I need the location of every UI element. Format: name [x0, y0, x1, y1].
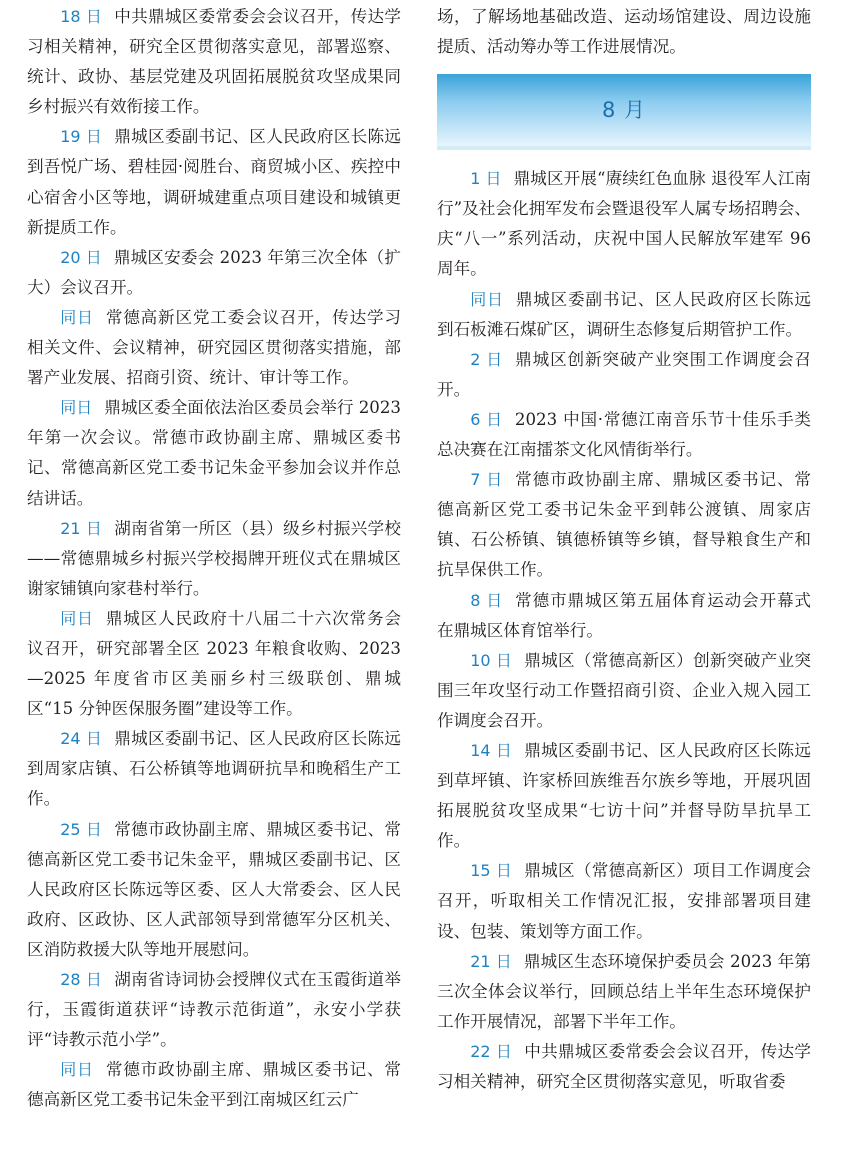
entry-text: 湖南省第一所区（县）级乡村振兴学校——常德鼎城乡村振兴学校揭牌开班仪式在鼎城区谢家铺镇向家巷村举行。 [27, 518, 401, 598]
entry-date: 8 日 [470, 590, 504, 610]
month-header-banner [437, 74, 811, 150]
entry-text: 湖南省诗词协会授牌仪式在玉霞街道举行，玉霞街道获评“诗教示范街道”，永安小学获评“诗教示范小学”。 [27, 970, 401, 1050]
entry-text: 常德市政协副主席、鼎城区委书记、常德高新区党工委书记朱金平到韩公渡镇、周家店镇、石公桥镇、镇德桥镇等乡镇，督导粮食生产和抗旱保供工作。 [437, 470, 811, 580]
chronicle-entry [437, 736, 811, 856]
chronicle-entry [27, 514, 401, 604]
right-column [437, 2, 811, 1097]
month-header-title: 8 月 [601, 98, 647, 123]
entry-date: 同日 [60, 608, 94, 628]
entry-text: 鼎城区委副书记、区人民政府区长陈远到周家店镇、石公桥镇等地调研抗旱和晚稻生产工作。 [27, 729, 401, 809]
chronicle-entry [437, 586, 811, 646]
entry-date: 同日 [60, 398, 93, 418]
entry-date: 20 日 [60, 247, 102, 267]
chronicle-entry [27, 122, 401, 242]
entry-text: 鼎城区创新突破产业突围工作调度会召开。 [437, 349, 811, 399]
entry-date: 10 日 [470, 650, 513, 670]
chronicle-entry [437, 856, 811, 946]
chronicle-entry [437, 947, 811, 1037]
entry-date: 14 日 [470, 740, 513, 760]
chronicle-entry [437, 164, 811, 284]
entry-text: 中共鼎城区委常委会会议召开，传达学习相关精神，研究全区贯彻落实意见，部署巡察、统计、政协、基层党建及巩固拓展脱贫攻坚成果同乡村振兴有效衔接工作。 [27, 7, 401, 117]
continued-entry-text: 场，了解场地基础改造、运动场馆建设、周边设施提质、活动筹办等工作进展情况。 [437, 7, 811, 57]
entry-date: 2 日 [470, 349, 504, 369]
entry-text: 鼎城区开展“赓续红色血脉 退役军人江南行”及社会化拥军发布会暨退役军人属专场招聘会、庆“八一”系列活动，庆祝中国人民解放军建军 96 周年。 [437, 169, 811, 279]
chronicle-entry [437, 405, 811, 465]
chronicle-entry [27, 815, 401, 965]
entry-date: 21 日 [60, 518, 103, 538]
entry-text: 鼎城区委全面依法治区委员会举行 2023 年第一次会议。常德市政协副主席、鼎城区委书记、常德高新区党工委书记朱金平参加会议并作总结讲话。 [27, 398, 401, 508]
chronicle-entry [437, 345, 811, 405]
chronicle-entry [27, 724, 401, 814]
entry-date: 1 日 [470, 169, 502, 189]
entry-date: 22 日 [470, 1041, 513, 1061]
entry-date: 同日 [60, 1060, 94, 1080]
chronicle-entry [27, 2, 401, 122]
entry-text: 鼎城区委副书记、区人民政府区长陈远到吾悦广场、碧桂园·阅胜台、商贸城小区、疾控中心宿舍小区等地，调研城建重点项目建设和城镇更新提质工作。 [27, 127, 401, 237]
entry-text: 常德市政协副主席、鼎城区委书记、常德高新区党工委书记朱金平，鼎城区委副书记、区人民政府区长陈远等区委、区人大常委会、区人民政府、区政协、区人武部领导到常德军分区机关、区消防救援大队等地开展慰问。 [27, 819, 401, 959]
entry-text: 鼎城区安委会 2023 年第三次全体（扩大）会议召开。 [27, 247, 401, 297]
entry-date: 15 日 [470, 861, 513, 881]
chronicle-entry [437, 646, 811, 736]
entry-date: 同日 [60, 307, 94, 327]
chronicle-entry [27, 303, 401, 393]
entry-date: 19 日 [60, 127, 103, 147]
entry-text: 2023 中国·常德江南音乐节十佳乐手类总决赛在江南擂茶文化风情街举行。 [437, 409, 811, 460]
entry-date: 18 日 [60, 7, 103, 26]
chronicle-entry [437, 285, 811, 345]
entry-text: 常德高新区党工委会议召开，传达学习相关文件、会议精神，研究园区贯彻落实措施，部署产业发展、招商引资、统计、审计等工作。 [27, 307, 401, 388]
entry-date: 21 日 [470, 951, 512, 971]
chronicle-entry [27, 1055, 401, 1115]
entry-text: 鼎城区生态环境保护委员会 2023 年第三次全体会议举行，回顾总结上半年生态环境保护工作开展情况，部署下半年工作。 [437, 951, 811, 1031]
chronicle-entry [27, 965, 401, 1055]
entry-text: 鼎城区（常德高新区）创新突破产业突围三年攻坚行动工作暨招商引资、企业入规入园工作调度会召开。 [437, 650, 811, 730]
entry-date: 24 日 [60, 729, 103, 749]
entry-date: 6 日 [470, 409, 503, 429]
entry-text: 常德市鼎城区第五届体育运动会开幕式在鼎城区体育馆举行。 [437, 590, 811, 640]
entry-date: 25 日 [60, 819, 103, 839]
entry-text: 鼎城区人民政府十八届二十六次常务会议召开，研究部署全区 2023 年粮食收购、2023—2025 年度省市区美丽乡村三级联创、鼎城区“15 分钟医保服务圈”建设等工作。 [27, 608, 401, 719]
chronicle-entry [27, 393, 401, 513]
entry-date: 7 日 [470, 470, 504, 490]
entry-date: 28 日 [60, 970, 103, 989]
left-column [27, 2, 401, 1115]
entry-date: 同日 [470, 289, 504, 309]
chronicle-entry [27, 243, 401, 303]
entry-text: 鼎城区（常德高新区）项目工作调度会召开，听取相关工作情况汇报，安排部署项目建设、包装、策划等方面工作。 [437, 861, 811, 941]
entry-text: 常德市政协副主席、鼎城区委书记、常德高新区党工委书记朱金平到江南城区红云广 [27, 1060, 401, 1110]
entry-text: 中共鼎城区委常委会会议召开，传达学习相关精神，研究全区贯彻落实意见，听取省委 [437, 1041, 811, 1091]
chronicle-entry [437, 465, 811, 585]
chronicle-entry [437, 1037, 811, 1097]
entry-text: 鼎城区委副书记、区人民政府区长陈远到草坪镇、许家桥回族维吾尔族乡等地，开展巩固拓展脱贫攻坚成果“七访十问”并督导防旱抗旱工作。 [437, 740, 811, 851]
chronicle-entry [27, 604, 401, 724]
entry-text: 鼎城区委副书记、区人民政府区长陈远到石板滩石煤矿区，调研生态修复后期管护工作。 [437, 289, 811, 339]
